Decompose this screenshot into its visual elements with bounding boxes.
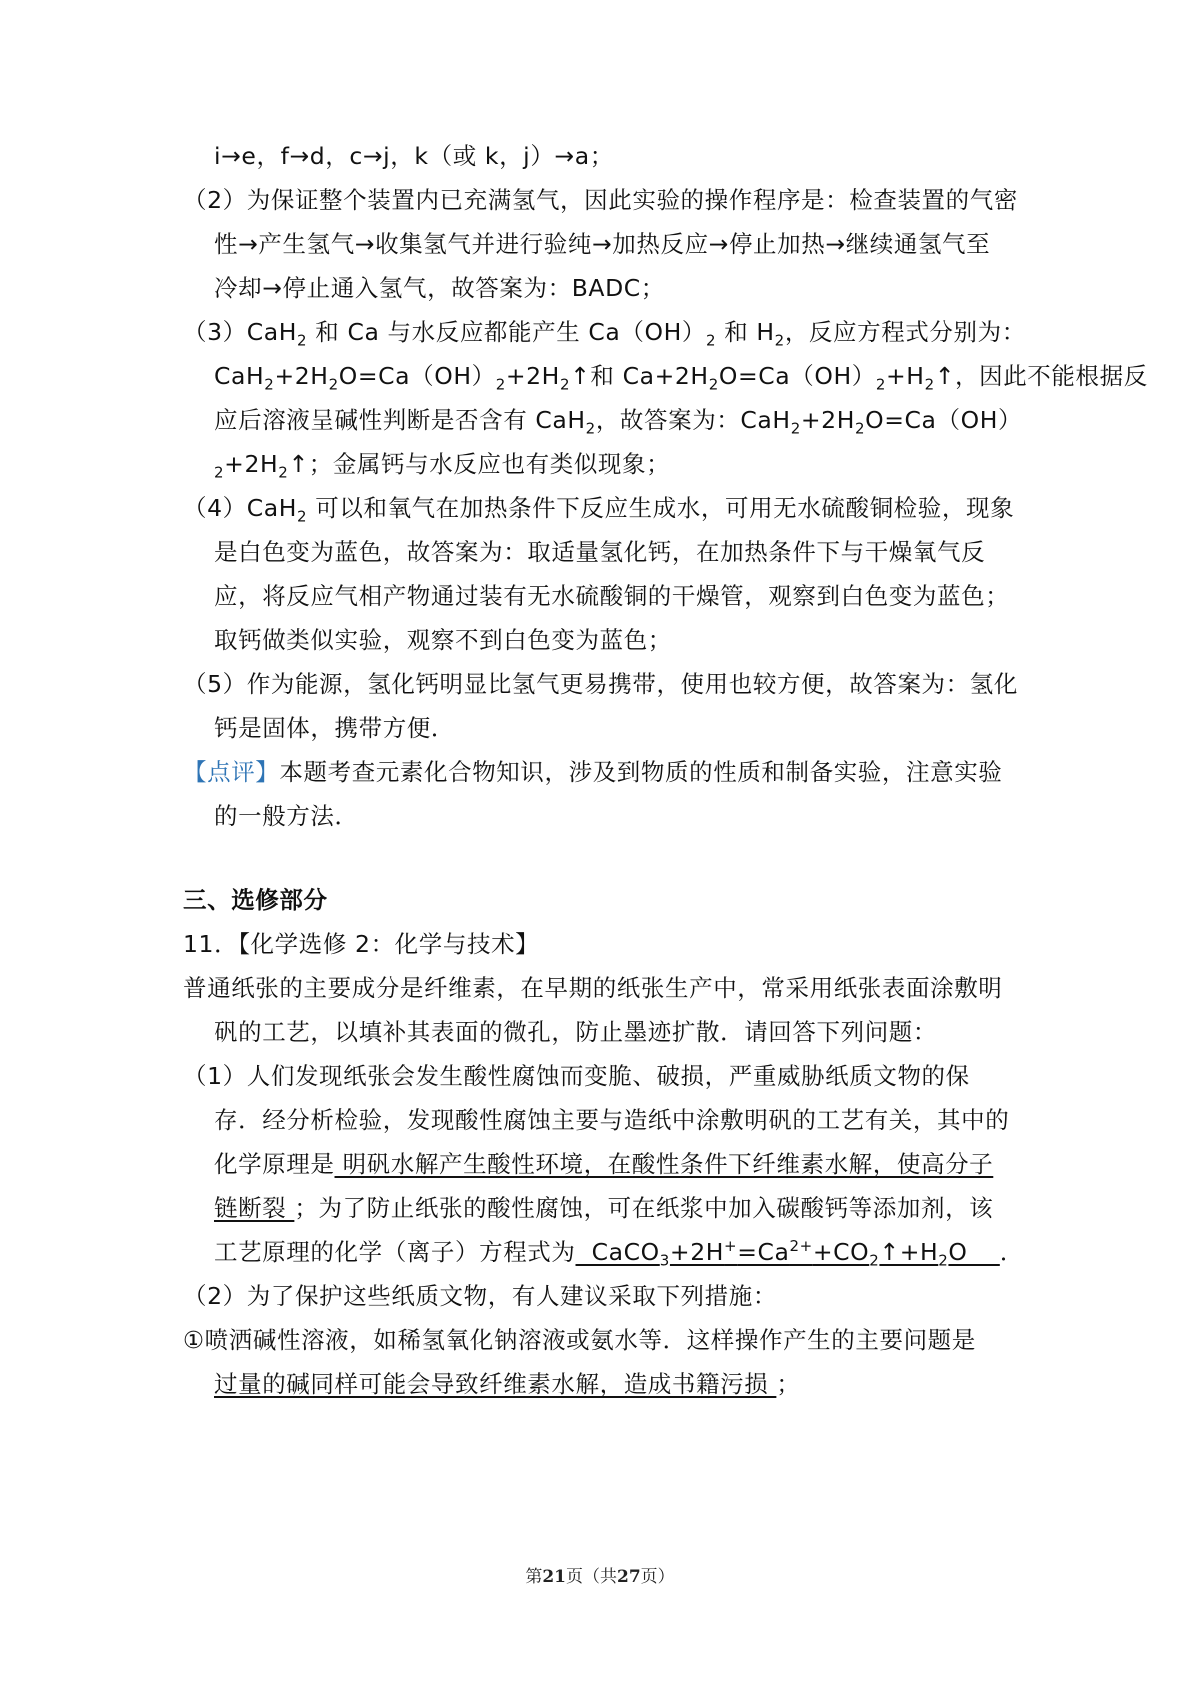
- text-line-formula: （3）CaH$_2$ 和 Ca 与水反应都能产生 $Ca(OH)_2$ 和 $H_2$，反应方程式分别为：: [183, 318, 1026, 350]
- text-span: 本题考查元素化合物知识，涉及到物质的性质和制备实验，注意实验: [279, 758, 1003, 786]
- text-span: O=Ca（OH）: [865, 406, 1023, 434]
- text-line-formula: （4）CaH$_2$ 可以和氧气在加热条件下反应生成水，可用无水硫酸铜检验，现象: [183, 494, 1015, 526]
- text-span: 应后溶液呈碱性判断是否含有 CaH: [214, 406, 586, 434]
- text-line: ①喷洒碱性溶液，如稀氢氧化钠溶液或氨水等．这样操作产生的主要问题是: [183, 1326, 976, 1354]
- comment-tag: 【点评】: [183, 758, 280, 786]
- answer-blank: $CaCO_3+2H^+=Ca^{2+}+CO_2↑+H_2O$: [575, 1237, 1000, 1270]
- text-line: （2）为保证整个装置内已充满氢气，因此实验的操作程序是：检查装置的气密: [183, 186, 1018, 214]
- text-line: 钙是固体，携带方便．: [214, 714, 455, 742]
- text-line: 矾的工艺，以填补其表面的微孔，防止墨迹扩散．请回答下列问题：: [214, 1018, 937, 1046]
- footer-text: 第: [525, 1567, 543, 1587]
- text-span: ；为了防止纸张的酸性腐蚀，可在纸浆中加入碳酸钙等添加剂，该: [294, 1194, 994, 1222]
- footer-text: 页（共: [566, 1567, 617, 1587]
- text-line: 取钙做类似实验，观察不到白色变为蓝色；: [214, 626, 672, 654]
- text-line: （5）作为能源，氢化钙明显比氢气更易携带，使用也较方便，故答案为：氢化: [183, 670, 1018, 698]
- text-line: （1）人们发现纸张会发生酸性腐蚀而变脆、破损，严重威胁纸质文物的保: [183, 1062, 970, 1090]
- text-span: 工艺原理的化学（离子）方程式为: [214, 1238, 576, 1266]
- section-heading: 三、选修部分: [183, 886, 328, 914]
- answer-line: [214, 1369, 800, 1399]
- footer-text: 页）: [640, 1567, 675, 1587]
- text-line: 是白色变为蓝色，故答案为：取适量氢化钙，在加热条件下与干燥氧气反: [214, 538, 986, 566]
- answer-line-formula: 工艺原理的化学（离子）方程式为 $CaCO_3+2H^+=Ca^{2+}+CO_2↑+H_2O$ ．: [214, 1237, 1024, 1270]
- text-line-formula: $_2+2H_2↑$；金属钙与水反应也有类似现象；: [214, 450, 671, 482]
- text-span: ↑；金属钙与水反应也有类似现象；: [288, 450, 671, 478]
- text-span: +2H: [800, 406, 855, 434]
- answer-line: [214, 1193, 993, 1223]
- text-span: ，故答案为：CaH: [595, 406, 791, 434]
- comment-line: [183, 757, 1002, 787]
- text-line: 普通纸张的主要成分是纤维素，在早期的纸张生产中，常采用纸张表面涂敷明: [183, 974, 1003, 1002]
- answer-blank: 过量的碱同样可能会导致纤维素水解，造成书籍污损: [214, 1370, 777, 1398]
- text-span: +2H: [224, 450, 279, 478]
- question-heading: 11．【化学选修 2：化学与技术】: [183, 930, 540, 958]
- page-number: 21: [542, 1567, 566, 1587]
- text-line-formula: 应后溶液呈碱性判断是否含有 CaH$_2$，故答案为：$CaH_2+2H_2O=Ca(OH)$: [214, 406, 1023, 438]
- total-pages: 27: [617, 1567, 641, 1587]
- text-line: i→e，f→d，c→j，k（或 k，j）→a；: [214, 142, 614, 170]
- answer-blank: 明矾水解产生酸性环境，在酸性条件下纤维素水解，使高分子: [334, 1150, 994, 1178]
- page-footer: [0, 1562, 1200, 1587]
- text-line: 的一般方法．: [214, 802, 359, 830]
- text-line-formula: $CaH_2+2H_2O=Ca(OH)_2+2H_2↑$和 $Ca+2H_2O=Ca(OH)_2+H_2↑$，因此不能根据反: [214, 362, 1148, 394]
- text-span: ；: [776, 1370, 801, 1398]
- text-line: 存．经分析检验，发现酸性腐蚀主要与造纸中涂敷明矾的工艺有关，其中的: [214, 1106, 1010, 1134]
- text-span: 化学原理是: [214, 1150, 335, 1178]
- text-line: 应，将反应气相产物通过装有无水硫酸铜的干燥管，观察到白色变为蓝色；: [214, 582, 1010, 610]
- text-line: （2）为了保护这些纸质文物，有人建议采取下列措施：: [183, 1282, 777, 1310]
- answer-line: [214, 1149, 993, 1179]
- text-line: 冷却→停止通入氢气，故答案为：BADC；: [214, 274, 665, 302]
- text-line: 性→产生氢气→收集氢气并进行验纯→加热反应→停止加热→继续通氢气至: [214, 230, 991, 258]
- answer-blank: 链断裂: [214, 1194, 295, 1222]
